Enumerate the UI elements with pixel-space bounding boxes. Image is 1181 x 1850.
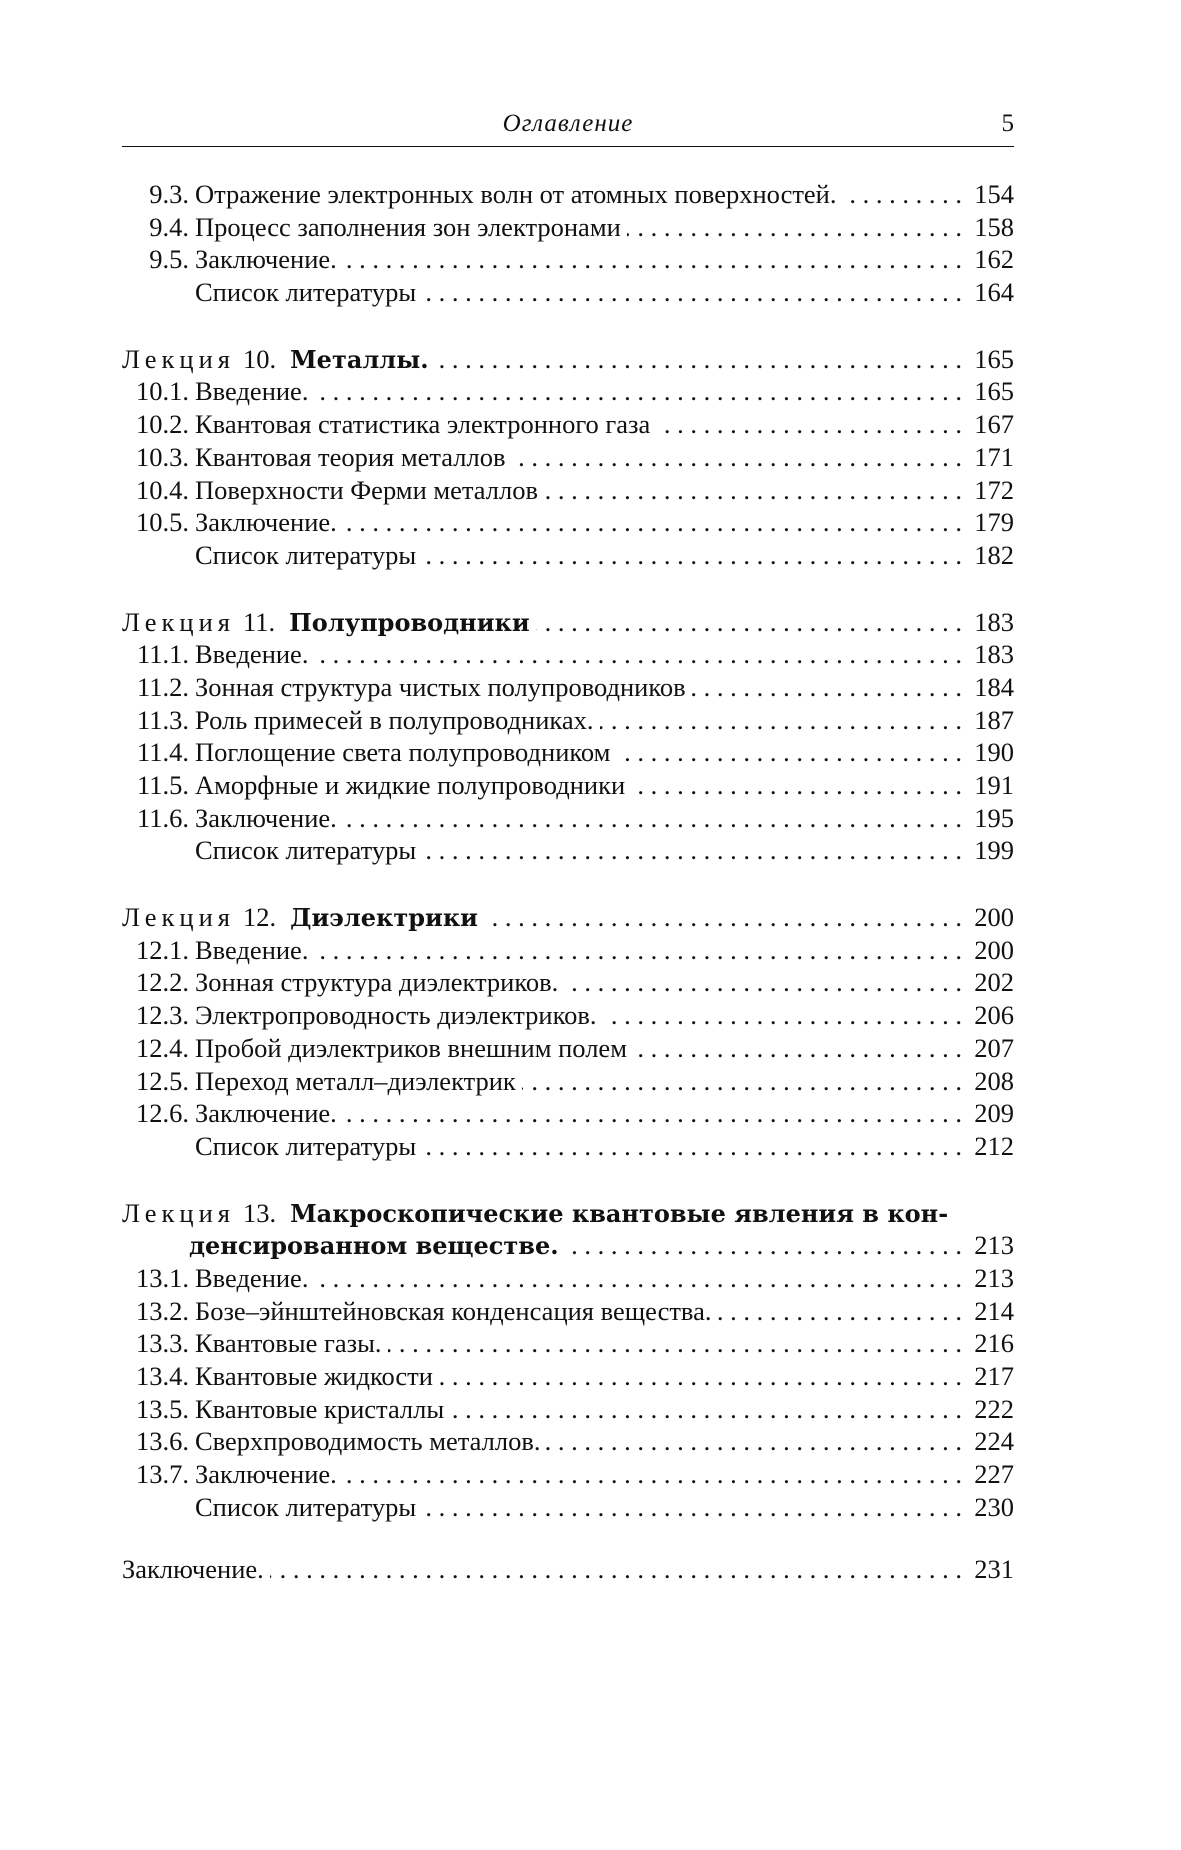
toc-entry-row — [122, 243, 1014, 276]
toc-page-number: 187 — [974, 704, 1014, 735]
toc-lecture-title-continued: денсированном веществе. — [189, 1231, 559, 1261]
toc-leader-dots — [388, 1327, 963, 1360]
toc-entry-row — [122, 474, 1014, 507]
toc-section-number: 12.2. — [136, 967, 189, 998]
toc-entry-row — [122, 375, 1014, 408]
toc-page-number: 200 — [974, 934, 1014, 965]
running-header — [122, 110, 1014, 150]
toc-section-number: 13.4. — [136, 1361, 189, 1391]
toc-page-number: 227 — [974, 1459, 1014, 1490]
toc-section-number: 11.5. — [136, 770, 189, 800]
toc-page-number: 167 — [974, 409, 1014, 440]
toc-entry-row — [122, 178, 1014, 211]
toc-entry-row — [122, 638, 1014, 671]
toc-section-number: 10.5. — [136, 507, 189, 538]
toc-section-number: 9.4. — [149, 211, 189, 242]
toc-page-number: 179 — [974, 507, 1014, 538]
toc-leader-dots — [546, 1425, 962, 1458]
toc-page-number: 224 — [974, 1426, 1014, 1457]
toc-page-number: 199 — [974, 835, 1014, 866]
toc-leader-dots — [565, 1229, 962, 1262]
toc-section-title: Заключение. — [195, 244, 337, 275]
toc-section-title: Список литературы — [195, 539, 417, 570]
toc-leader-dots — [627, 211, 962, 244]
toc-section-title: Квантовые жидкости — [195, 1361, 433, 1391]
toc-section-number: 13.7. — [136, 1459, 189, 1490]
toc-lecture-label: Лекция — [122, 902, 235, 933]
toc-leader-dots — [603, 999, 962, 1032]
toc-leader-dots — [314, 934, 962, 967]
toc-entry-row — [122, 1393, 1014, 1426]
toc-page-number: 165 — [974, 376, 1014, 407]
toc-section-number: 10.3. — [136, 441, 189, 472]
toc-leader-dots — [656, 408, 962, 441]
toc-lecture-number: 11. — [242, 606, 276, 637]
toc-section-number: 12.6. — [136, 1098, 189, 1129]
toc-section-title: Процесс заполнения зон электронами — [195, 211, 621, 242]
toc-lecture-row — [122, 343, 1014, 376]
toc-section-number: 11.3. — [136, 704, 189, 735]
toc-lecture-number: 10. — [242, 343, 277, 374]
toc-entry-row — [122, 671, 1014, 704]
toc-leader-dots — [422, 1491, 962, 1524]
toc-section-title: Заключение. — [195, 1098, 337, 1129]
toc-leader-dots — [343, 1097, 962, 1130]
toc-page-number: 231 — [974, 1554, 1014, 1585]
running-header-page-number: 5 — [1001, 110, 1014, 137]
toc-leader-dots — [314, 1262, 962, 1295]
toc-lecture-row — [122, 1197, 1014, 1230]
toc-page-number: 191 — [974, 770, 1014, 800]
toc-entry-row — [122, 834, 1014, 867]
table-of-contents — [122, 178, 1014, 1586]
toc-section-number: 9.5. — [149, 244, 189, 275]
toc-leader-dots — [843, 178, 963, 211]
toc-section-number: 10.4. — [136, 474, 189, 505]
toc-leader-dots — [343, 243, 962, 276]
toc-section-number: 11.1. — [136, 639, 189, 670]
toc-section-title: Список литературы — [195, 1491, 417, 1522]
toc-page-number: 184 — [974, 671, 1014, 702]
toc-leader-dots — [692, 671, 962, 704]
toc-entry-row — [122, 999, 1014, 1032]
toc-page-number: 154 — [974, 179, 1014, 209]
toc-page-number: 214 — [974, 1295, 1014, 1326]
toc-leader-dots — [343, 506, 962, 539]
toc-section-number: 13.5. — [136, 1393, 189, 1424]
toc-section-title: Поглощение света полупроводником — [195, 737, 611, 768]
toc-entry-row — [122, 506, 1014, 539]
toc-lecture-row-continued — [122, 1229, 1014, 1262]
toc-section-title: Список литературы — [195, 835, 417, 866]
toc-section-number: 11.2. — [136, 671, 189, 702]
toc-entry-row — [122, 539, 1014, 572]
toc-entry-row — [122, 1065, 1014, 1098]
toc-section-number: 13.3. — [136, 1328, 189, 1359]
toc-entry-row — [122, 1360, 1014, 1393]
toc-entry-row — [122, 211, 1014, 244]
toc-leader-dots — [484, 901, 962, 934]
toc-section-title: Квантовые газы. — [195, 1328, 382, 1359]
toc-section-title: Введение. — [195, 639, 309, 670]
toc-leader-dots — [270, 1553, 962, 1586]
toc-page-number: 216 — [974, 1328, 1014, 1359]
toc-page-number: 213 — [974, 1262, 1014, 1293]
toc-section-number: 13.6. — [136, 1426, 189, 1457]
toc-section-title: Зонная структура чистых полупроводников — [195, 671, 686, 702]
toc-section-title: Электропроводность диэлектриков. — [195, 1000, 597, 1031]
toc-leader-dots — [536, 606, 962, 639]
toc-lecture-number: 12. — [242, 902, 277, 933]
toc-section-title: Пробой диэлектриков внешним полем — [195, 1032, 627, 1063]
toc-entry-row — [122, 1491, 1014, 1524]
toc-entry-row — [122, 1262, 1014, 1295]
toc-leader-dots — [522, 1065, 962, 1098]
toc-page-number: 230 — [974, 1491, 1014, 1522]
toc-entry-row — [122, 769, 1014, 802]
header-rule — [122, 146, 1014, 147]
toc-page-number: 212 — [974, 1130, 1014, 1161]
toc-final-row — [122, 1553, 1014, 1586]
book-page — [122, 0, 1014, 1850]
toc-section-title: Сверхпроводимость металлов. — [195, 1426, 541, 1457]
toc-entry-row — [122, 966, 1014, 999]
toc-leader-dots — [422, 1130, 962, 1163]
toc-section-title: Поверхности Ферми металлов — [195, 474, 539, 505]
toc-leader-dots — [439, 1360, 962, 1393]
toc-section-number: 12.3. — [136, 1000, 189, 1031]
toc-lecture-title: Полупроводники — [289, 607, 530, 637]
toc-entry-row — [122, 736, 1014, 769]
toc-entry-row — [122, 1327, 1014, 1360]
toc-lecture-label: Лекция — [122, 1197, 235, 1228]
toc-section-number: 11.4. — [136, 737, 189, 768]
toc-lecture-title: Диэлектрики — [290, 903, 478, 933]
toc-page-number: 195 — [974, 802, 1014, 833]
toc-section-number: 13.2. — [136, 1295, 189, 1326]
toc-section-title: Список литературы — [195, 1130, 417, 1161]
toc-lecture-title: Макроскопические квантовые явления в кон- — [290, 1198, 949, 1228]
toc-leader-dots — [422, 834, 962, 867]
toc-leader-dots — [422, 539, 962, 572]
toc-page-number: 206 — [974, 1000, 1014, 1031]
toc-section-number: 12.1. — [136, 934, 189, 965]
toc-section-title: Бозе–эйнштейновская конденсация вещества. — [195, 1295, 712, 1326]
toc-leader-dots — [633, 1032, 962, 1065]
toc-section-title: Введение. — [195, 376, 309, 407]
toc-leader-dots — [435, 343, 962, 376]
toc-section-title: Переход металл–диэлектрик — [195, 1065, 516, 1096]
toc-leader-dots — [616, 736, 962, 769]
toc-lecture-label: Лекция — [122, 606, 235, 637]
toc-leader-dots — [564, 966, 962, 999]
toc-section-number: 11.6. — [136, 802, 189, 833]
toc-leader-dots — [600, 704, 962, 737]
toc-lecture-label: Лекция — [122, 343, 235, 374]
toc-section-number: 10.1. — [136, 376, 189, 407]
toc-section-title: Квантовая статистика электронного газа — [195, 409, 651, 440]
toc-leader-dots — [544, 474, 962, 507]
toc-leader-dots — [717, 1295, 962, 1328]
toc-section-title: Роль примесей в полупроводниках. — [195, 704, 594, 735]
toc-page-number: 213 — [974, 1230, 1014, 1261]
toc-section-title: Введение. — [195, 934, 309, 965]
toc-entry-row — [122, 1130, 1014, 1163]
toc-leader-dots — [422, 276, 962, 309]
toc-page-number: 183 — [974, 639, 1014, 670]
toc-leader-dots — [314, 375, 962, 408]
toc-page-number: 171 — [974, 441, 1014, 472]
toc-section-title: Заключение. — [195, 1459, 337, 1490]
toc-section-title: Квантовая теория металлов — [195, 441, 506, 472]
toc-page-number: 164 — [974, 277, 1014, 308]
toc-entry-row — [122, 1425, 1014, 1458]
toc-page-number: 183 — [974, 606, 1014, 637]
toc-page-number: 207 — [974, 1032, 1014, 1063]
toc-entry-row — [122, 408, 1014, 441]
toc-leader-dots — [314, 638, 962, 671]
toc-entry-row — [122, 441, 1014, 474]
toc-lecture-title: Металлы. — [290, 344, 429, 374]
toc-entry-row — [122, 704, 1014, 737]
toc-entry-row — [122, 276, 1014, 309]
toc-page-number: 222 — [974, 1393, 1014, 1424]
toc-section-number: 12.4. — [136, 1032, 189, 1063]
toc-section-title: Отражение электронных волн от атомных поверхностей. — [195, 179, 837, 209]
toc-section-title: Заключение. — [195, 802, 337, 833]
toc-lecture-row — [122, 606, 1014, 639]
toc-leader-dots — [343, 802, 962, 835]
toc-section-title: Зонная структура диэлектриков. — [195, 967, 559, 998]
toc-leader-dots — [631, 769, 962, 802]
toc-page-number: 208 — [974, 1065, 1014, 1096]
toc-entry-row — [122, 1458, 1014, 1491]
toc-page-number: 200 — [974, 902, 1014, 933]
toc-section-number: 10.2. — [136, 409, 189, 440]
toc-page-number: 209 — [974, 1098, 1014, 1129]
toc-entry-row — [122, 1295, 1014, 1328]
toc-page-number: 162 — [974, 244, 1014, 275]
toc-section-number: 9.3. — [149, 179, 189, 209]
toc-page-number: 202 — [974, 967, 1014, 998]
toc-section-title: Заключение. — [195, 507, 337, 538]
toc-entry-row — [122, 1097, 1014, 1130]
toc-section-title: Аморфные и жидкие полупроводники — [195, 770, 626, 800]
toc-entry-row — [122, 934, 1014, 967]
toc-entry-row — [122, 1032, 1014, 1065]
running-header-title: Оглавление — [502, 110, 634, 137]
toc-page-number: 217 — [974, 1361, 1014, 1391]
toc-section-number: 12.5. — [136, 1065, 189, 1096]
toc-page-number: 172 — [974, 474, 1014, 505]
toc-leader-dots — [343, 1458, 962, 1491]
toc-lecture-row — [122, 901, 1014, 934]
toc-section-title: Введение. — [195, 1262, 309, 1293]
toc-entry-row — [122, 802, 1014, 835]
toc-lecture-number: 13. — [242, 1197, 277, 1228]
toc-page-number: 182 — [974, 539, 1014, 570]
toc-section-number: 13.1. — [136, 1262, 189, 1293]
toc-final-title: Заключение. — [122, 1554, 264, 1585]
toc-section-title: Квантовые кристаллы — [195, 1393, 445, 1424]
toc-page-number: 158 — [974, 211, 1014, 242]
toc-leader-dots — [450, 1393, 962, 1426]
toc-page-number: 190 — [974, 737, 1014, 768]
toc-page-number: 165 — [974, 343, 1014, 374]
toc-leader-dots — [511, 441, 962, 474]
toc-section-title: Список литературы — [195, 277, 417, 308]
